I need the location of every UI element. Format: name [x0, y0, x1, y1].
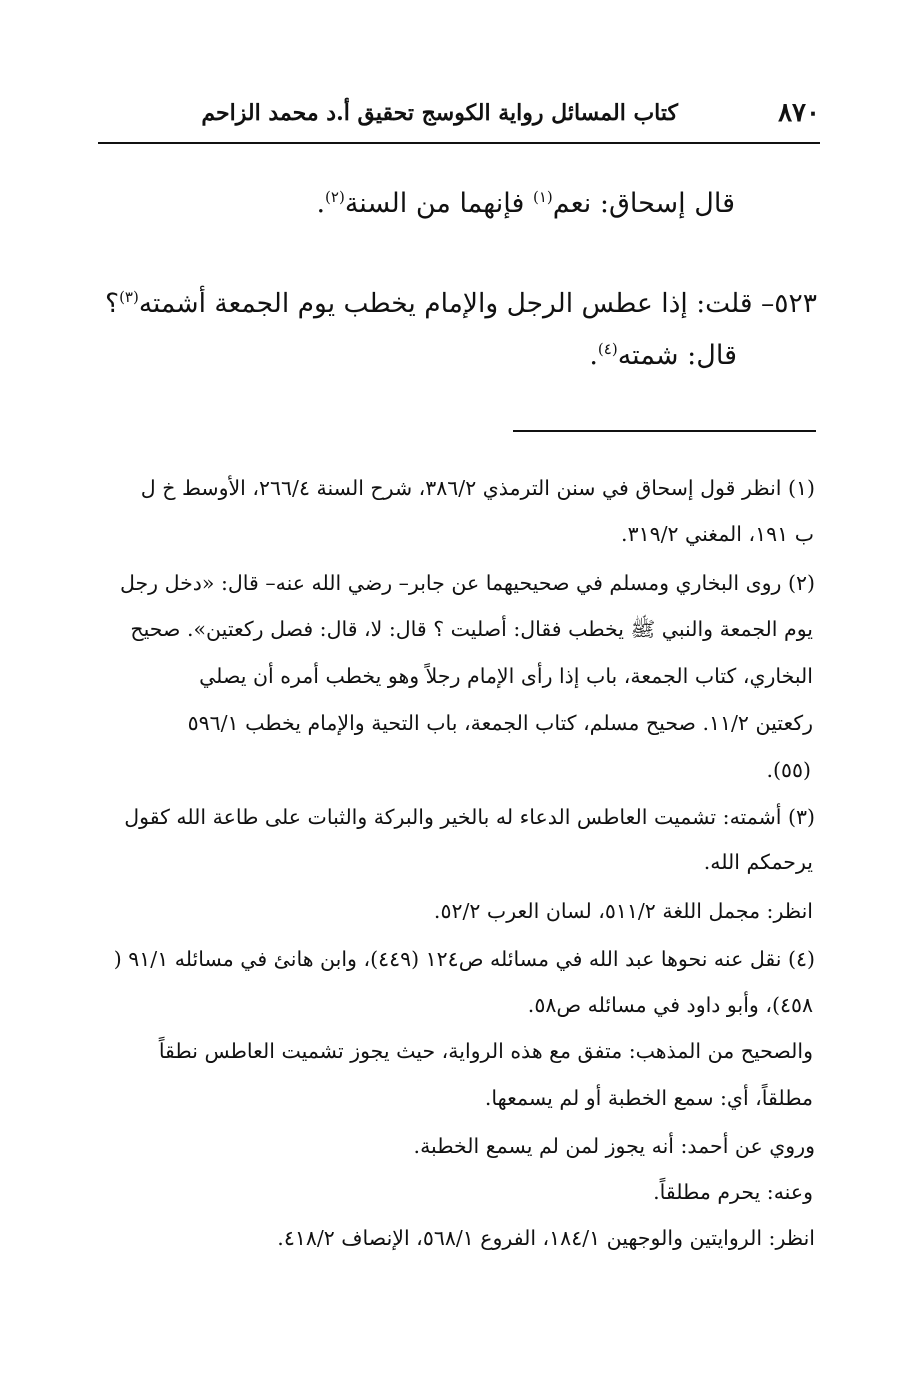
footnote-line: وعنه: يحرم مطلقاً. — [653, 1180, 813, 1204]
header-rule — [98, 142, 820, 144]
answer-end: . — [589, 340, 598, 371]
footnote-ref-2: (٢) — [325, 188, 345, 206]
main-text: . — [316, 188, 326, 219]
answer-523 — [589, 340, 737, 372]
footnote-line: مطلقاً، أي: سمع الخطبة أو لم يسمعها. — [484, 1086, 813, 1110]
footnote-line: والصحيح من المذهب: متفق مع هذه الرواية، حيث يجوز تشميت العاطس نطقاً — [158, 1039, 813, 1063]
footnote-line: (٢) روى البخاري ومسلم في صحيحيهما عن جابر– رضي الله عنه– قال: «دخل رجل — [119, 571, 815, 595]
footnote-line: (١) انظر قول إسحاق في سنن الترمذي ٣٨٦/٢، شرح السنة ٢٦٦/٤، الأوسط خ ل — [140, 476, 815, 500]
footnote-line: ب ١٩١، المغني ٣١٩/٢. — [621, 522, 814, 546]
footnote-line: ٤٥٨)، وأبو داود في مسائله ص٥٨. — [527, 993, 813, 1017]
main-text: قال إسحاق: نعم — [552, 188, 735, 219]
main-line-ishaq-answer — [316, 188, 735, 220]
footnote-line: (٣) أشمته: تشميت العاطس الدعاء له بالخير والبركة والثبات على طاعة الله كقول — [124, 805, 815, 829]
question-text: قلت: إذا عطس الرجل والإمام يخطب يوم الجمعة أشمته — [138, 288, 753, 319]
footnote-line: ركعتين ١١/٢. صحيح مسلم، كتاب الجمعة، باب التحية والإمام يخطب ٥٩٦/١ — [187, 711, 813, 735]
footnote-ref-3: (٣) — [119, 288, 139, 307]
footnote-line: البخاري، كتاب الجمعة، باب إذا رأى الإمام رجلاً وهو يخطب أمره أن يصلي — [199, 664, 813, 688]
footnote-line: وروي عن أحمد: أنه يجوز لمن لم يسمع الخطبة. — [413, 1134, 815, 1158]
footnote-line: انظر: الروايتين والوجهين ١٨٤/١، الفروع ٥٦٨/١، الإنصاف ٤١٨/٢. — [277, 1226, 815, 1250]
page-header — [98, 96, 820, 140]
footnote-ref-1: (١) — [532, 188, 553, 206]
question-number: ٥٢٣– — [752, 288, 817, 319]
footnote-line: (٤) نقل عنه نحوها عبد الله في مسائله ص١٢٤ (٤٤٩)، وابن هانئ في مسائله ٩١/١ ( — [113, 947, 815, 971]
running-title: كتاب المسائل رواية الكوسج تحقيق أ.د محمد الزاحم — [201, 100, 678, 126]
answer-text: قال: شمته — [617, 340, 737, 371]
page-number: ٨٧٠ — [778, 98, 820, 128]
question-523 — [105, 288, 817, 320]
footnote-line: انظر: مجمل اللغة ٥١١/٢، لسان العرب ٥٢/٢. — [433, 899, 813, 923]
footnote-separator — [513, 430, 816, 432]
footnote-line: يرحمكم الله. — [703, 850, 813, 874]
footnote-ref-4: (٤) — [597, 340, 618, 358]
footnote-line: (٥٥). — [766, 758, 811, 782]
footnote-line: يوم الجمعة والنبي ﷺ يخطب فقال: أصليت ؟ قال: لا، قال: فصل ركعتين». صحيح — [130, 617, 813, 641]
main-text: فإنهما من السنة — [344, 188, 533, 219]
question-mark: ؟ — [104, 288, 120, 319]
